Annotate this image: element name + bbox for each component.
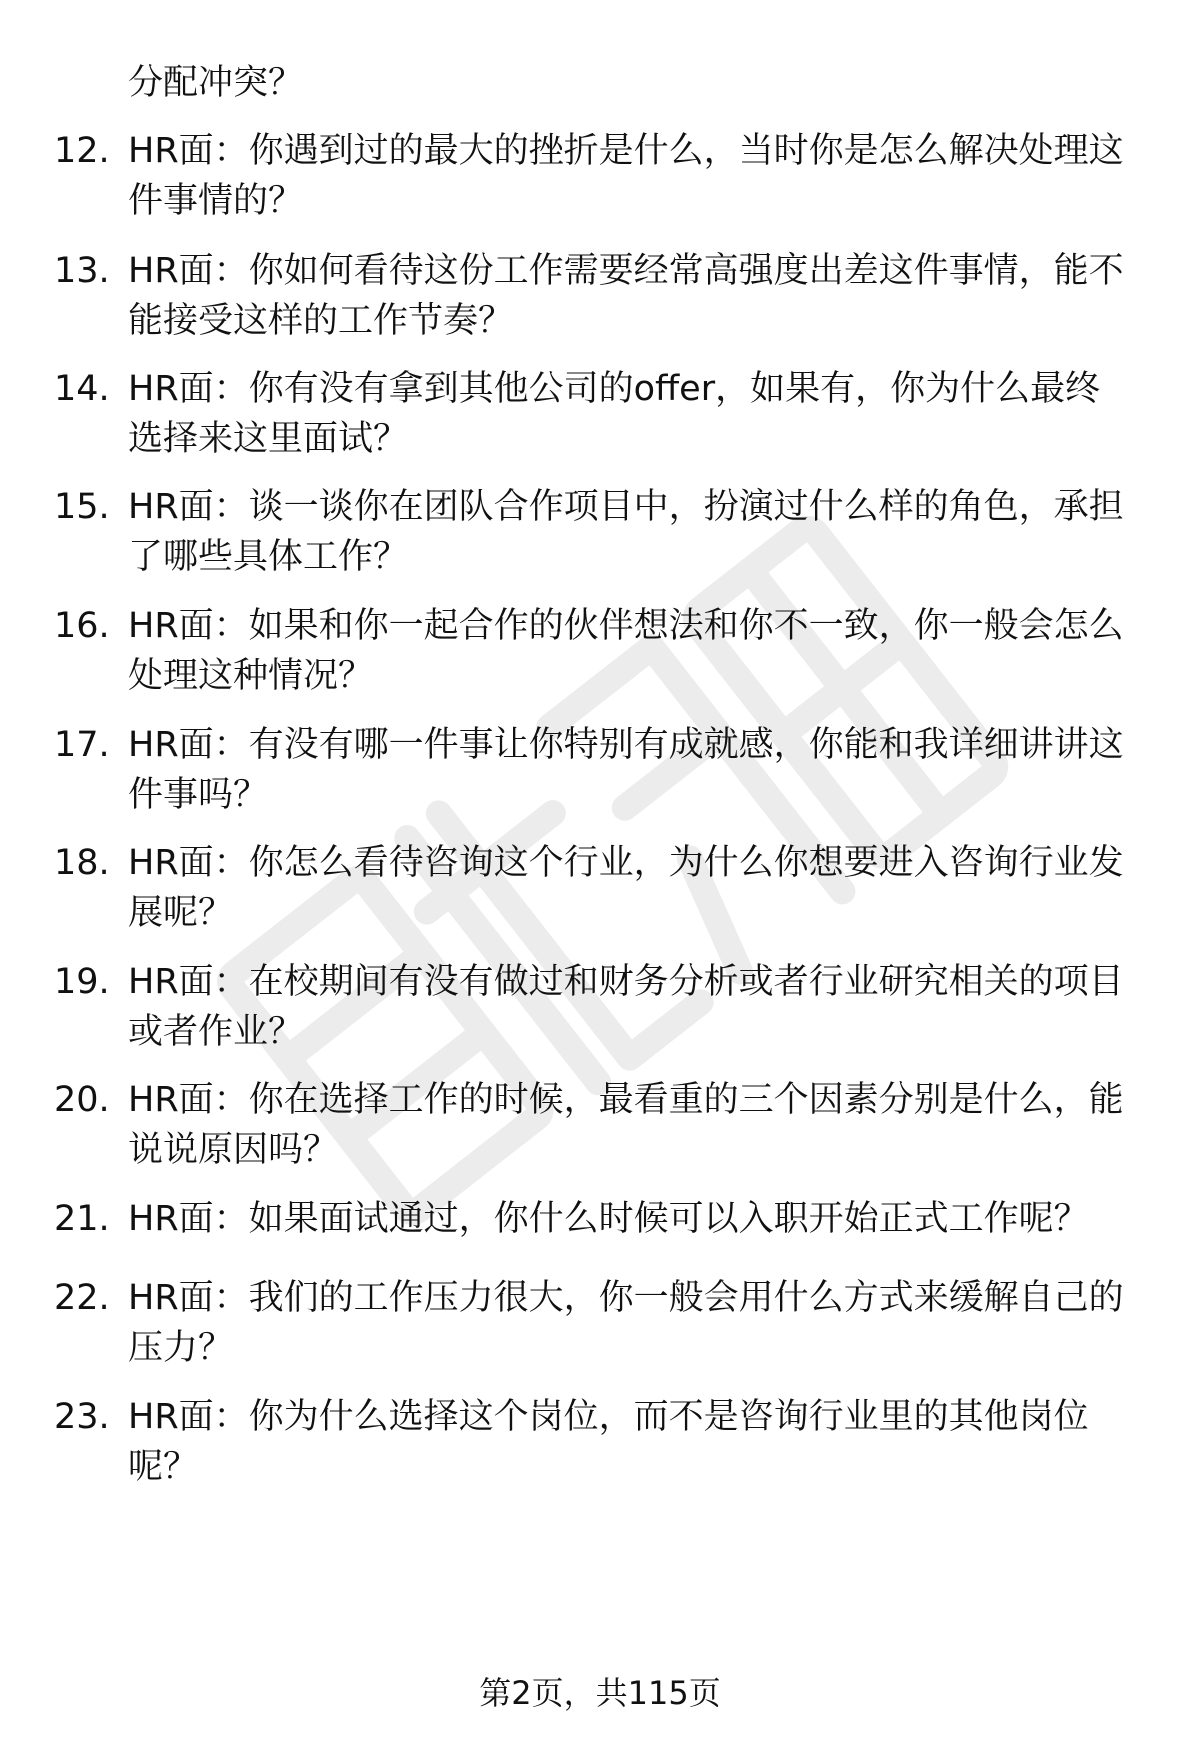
question-text: [128, 601, 1160, 701]
question-text-line: HR面：你怎么看待咨询这个行业，为什么你想要进入咨询行业发: [128, 843, 1124, 883]
question-number: 18.: [54, 843, 110, 883]
question-number: 15.: [54, 487, 110, 527]
question-text: [128, 1392, 1160, 1492]
question-number: 16.: [54, 606, 110, 646]
question-text-line: HR面：你遇到过的最大的挫折是什么，当时你是怎么解决处理这: [128, 131, 1124, 171]
question-text: [128, 1075, 1160, 1175]
question-text-line: 处理这种情况？: [128, 656, 374, 696]
question-number: 19.: [54, 962, 110, 1002]
question-text-line: HR面：有没有哪一件事让你特别有成就感，你能和我详细讲讲这: [128, 725, 1124, 765]
question-text-line: 说说原因吗？: [128, 1130, 339, 1170]
question-number: 14.: [54, 369, 110, 409]
continuation-text: 分配冲突？: [128, 63, 304, 103]
question-text: [128, 1273, 1160, 1373]
question-text-line: HR面：我们的工作压力很大，你一般会用什么方式来缓解自己的: [128, 1278, 1124, 1318]
question-text-line: HR面：你有没有拿到其他公司的offer，如果有，你为什么最终: [128, 369, 1101, 409]
question-text: [128, 838, 1160, 938]
question-text-line: 展呢？: [128, 893, 234, 933]
question-text-line: 件事吗？: [128, 775, 269, 815]
question-number: 20.: [54, 1080, 110, 1120]
question-text-line: 能接受这样的工作节奏？: [128, 301, 514, 341]
question-text-line: HR面：在校期间有没有做过和财务分析或者行业研究相关的项目: [128, 962, 1124, 1002]
question-text-line: HR面：你在选择工作的时候，最看重的三个因素分别是什么，能: [128, 1080, 1124, 1120]
question-text-line: 压力？: [128, 1328, 234, 1368]
question-text: [128, 957, 1160, 1057]
question-text-line: HR面：如果和你一起合作的伙伴想法和你不一致，你一般会怎么: [128, 606, 1124, 646]
question-number: 13.: [54, 251, 110, 291]
question-text-line: HR面：你如何看待这份工作需要经常高强度出差这件事情，能不: [128, 251, 1124, 291]
question-text-line: 件事情的？: [128, 181, 304, 221]
question-text-line: 了哪些具体工作？: [128, 537, 409, 577]
question-text: [128, 126, 1160, 226]
question-text: [128, 482, 1160, 582]
question-text-line: 选择来这里面试？: [128, 419, 409, 459]
question-text: [128, 364, 1160, 464]
question-text-line: HR面：如果面试通过，你什么时候可以入职开始正式工作呢？: [128, 1199, 1089, 1239]
question-text: [128, 720, 1160, 820]
question-number: 12.: [54, 131, 110, 171]
question-text: [128, 246, 1160, 346]
question-text: [128, 1194, 1160, 1244]
question-number: 21.: [54, 1199, 110, 1239]
question-text-line: 或者作业？: [128, 1012, 304, 1052]
page-footer: 第2页，共115页: [479, 1674, 721, 1712]
question-text-line: 呢？: [128, 1447, 199, 1487]
question-number: 22.: [54, 1278, 110, 1318]
question-number: 17.: [54, 725, 110, 765]
question-number: 23.: [54, 1397, 110, 1437]
question-text-line: HR面：谈一谈你在团队合作项目中，扮演过什么样的角色，承担: [128, 487, 1124, 527]
question-text-line: HR面：你为什么选择这个岗位，而不是咨询行业里的其他岗位: [128, 1397, 1089, 1437]
